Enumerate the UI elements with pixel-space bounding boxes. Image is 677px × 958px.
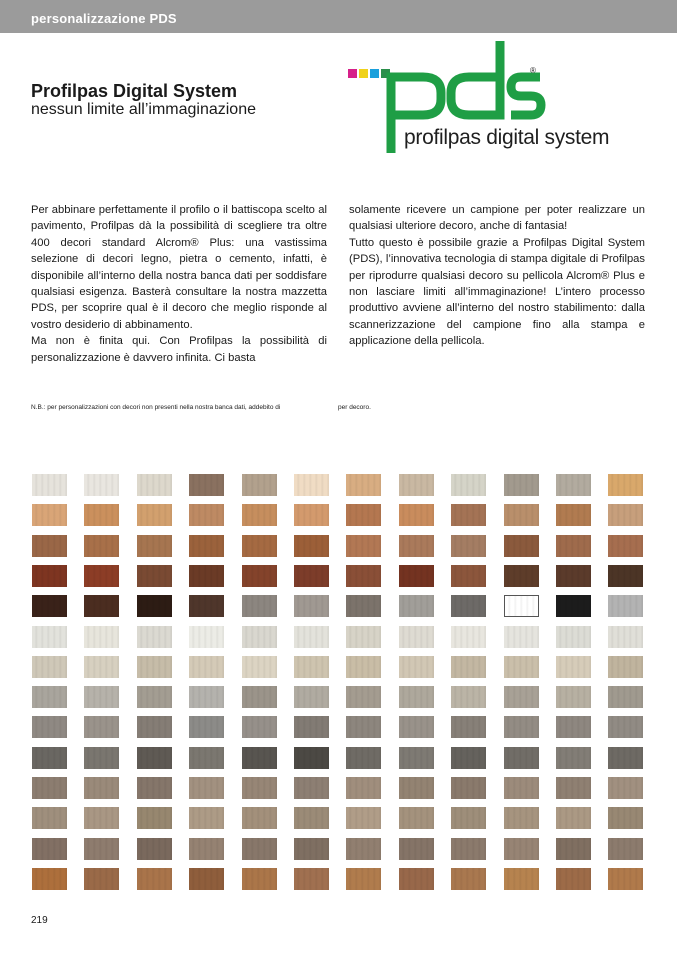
letter-d <box>451 41 500 115</box>
decor-swatch <box>504 626 539 648</box>
page-subtitle: nessun limite all’immaginazione <box>31 101 256 118</box>
logo-caption: profilpas digital system <box>404 126 610 149</box>
decor-swatch <box>451 595 486 617</box>
decor-swatch <box>294 504 329 526</box>
decor-swatch <box>399 565 434 587</box>
decor-swatch <box>294 686 329 708</box>
decor-swatch <box>608 747 643 769</box>
decor-swatch <box>294 535 329 557</box>
decor-swatch <box>242 807 277 829</box>
decor-swatch <box>451 716 486 738</box>
decor-swatch <box>451 656 486 678</box>
decor-swatch <box>608 716 643 738</box>
decor-swatch <box>556 747 591 769</box>
decor-swatch <box>32 535 67 557</box>
decor-swatch <box>137 868 172 890</box>
color-squares <box>348 69 390 78</box>
registered-mark: ® <box>530 66 536 75</box>
decor-swatch <box>399 535 434 557</box>
decor-swatch <box>32 595 67 617</box>
decor-swatch <box>242 686 277 708</box>
decor-swatch <box>556 626 591 648</box>
decor-swatch <box>504 777 539 799</box>
decor-swatch <box>608 535 643 557</box>
decor-swatch <box>346 535 381 557</box>
decor-swatch <box>189 595 224 617</box>
decor-swatch <box>346 838 381 860</box>
decor-swatch <box>451 535 486 557</box>
decor-swatch <box>504 656 539 678</box>
decor-swatch <box>608 777 643 799</box>
decor-swatch <box>504 474 539 496</box>
decor-swatch <box>451 838 486 860</box>
decor-swatch <box>451 807 486 829</box>
decor-swatch <box>84 838 119 860</box>
decor-swatch <box>137 716 172 738</box>
decor-swatch <box>504 838 539 860</box>
decor-swatch <box>451 777 486 799</box>
decor-swatch <box>84 868 119 890</box>
letter-s <box>511 77 541 115</box>
decor-swatch <box>32 565 67 587</box>
decor-swatch <box>346 626 381 648</box>
decor-swatch <box>242 838 277 860</box>
decor-swatch <box>504 868 539 890</box>
decor-swatch <box>84 474 119 496</box>
decor-swatch <box>346 656 381 678</box>
decor-swatch <box>451 504 486 526</box>
decor-swatch <box>294 474 329 496</box>
decor-swatch <box>84 504 119 526</box>
decor-swatch <box>399 747 434 769</box>
decor-swatch <box>189 838 224 860</box>
decor-swatch <box>504 807 539 829</box>
decor-swatch <box>137 807 172 829</box>
decor-swatch <box>84 535 119 557</box>
decor-swatch <box>346 716 381 738</box>
decor-swatch-grid <box>32 474 646 894</box>
decor-swatch <box>399 626 434 648</box>
decor-swatch <box>137 777 172 799</box>
decor-swatch <box>32 474 67 496</box>
decor-swatch <box>84 656 119 678</box>
color-square <box>348 69 357 78</box>
decor-swatch <box>346 777 381 799</box>
decor-swatch <box>556 868 591 890</box>
decor-swatch <box>294 565 329 587</box>
decor-swatch <box>451 565 486 587</box>
decor-swatch <box>608 807 643 829</box>
decor-swatch <box>504 747 539 769</box>
decor-swatch <box>399 656 434 678</box>
decor-swatch <box>399 777 434 799</box>
decor-swatch <box>556 565 591 587</box>
decor-swatch <box>84 686 119 708</box>
decor-swatch <box>137 474 172 496</box>
decor-swatch <box>399 504 434 526</box>
decor-swatch <box>556 595 591 617</box>
decor-swatch <box>556 656 591 678</box>
section-label: personalizzazione PDS <box>31 11 177 26</box>
decor-swatch <box>608 565 643 587</box>
decor-swatch <box>556 474 591 496</box>
decor-swatch <box>451 474 486 496</box>
decor-swatch <box>346 504 381 526</box>
decor-swatch <box>137 656 172 678</box>
decor-swatch <box>84 807 119 829</box>
decor-swatch <box>608 474 643 496</box>
decor-swatch <box>84 595 119 617</box>
color-square <box>370 69 379 78</box>
decor-swatch <box>451 747 486 769</box>
footnote: N.B.: per personalizzazioni con decori non presenti nella nostra banca dati, addebito di <box>31 404 281 411</box>
decor-swatch <box>137 535 172 557</box>
decor-swatch <box>294 838 329 860</box>
decor-swatch <box>399 595 434 617</box>
decor-swatch <box>346 474 381 496</box>
page-number: 219 <box>31 915 48 926</box>
body-column-right <box>349 202 645 350</box>
decor-swatch <box>399 807 434 829</box>
decor-swatch <box>137 504 172 526</box>
decor-swatch <box>504 686 539 708</box>
decor-swatch <box>608 595 643 617</box>
decor-swatch <box>189 868 224 890</box>
decor-swatch <box>556 686 591 708</box>
decor-swatch <box>504 716 539 738</box>
paragraph: Tutto questo è possibile grazie a Profilpas Digital System (PDS), l’innovativa tecnologia di stampa digitale di Profilpas per riprodurre qualsiasi decoro su pellicola Alcrom® Plus e non lasciare limiti all’immaginazione! L’intero processo produttivo avviene all’interno del nostro stabilimento: dalla scannerizzazione del campione fino alla stampa e applicazione della pellicola. <box>349 236 645 348</box>
decor-swatch <box>32 777 67 799</box>
decor-swatch <box>32 716 67 738</box>
decor-swatch <box>504 504 539 526</box>
decor-swatch <box>32 747 67 769</box>
decor-swatch <box>189 686 224 708</box>
decor-swatch <box>189 747 224 769</box>
decor-swatch <box>84 747 119 769</box>
decor-swatch <box>346 868 381 890</box>
decor-swatch <box>294 595 329 617</box>
decor-swatch <box>242 656 277 678</box>
decor-swatch <box>346 565 381 587</box>
decor-swatch <box>137 838 172 860</box>
decor-swatch <box>242 474 277 496</box>
decor-swatch <box>294 777 329 799</box>
decor-swatch <box>189 777 224 799</box>
decor-swatch <box>189 565 224 587</box>
decor-swatch <box>32 868 67 890</box>
decor-swatch <box>32 626 67 648</box>
decor-swatch <box>608 686 643 708</box>
decor-swatch <box>84 626 119 648</box>
decor-swatch <box>32 504 67 526</box>
decor-swatch <box>242 777 277 799</box>
decor-swatch <box>399 474 434 496</box>
decor-swatch <box>399 716 434 738</box>
decor-swatch <box>137 565 172 587</box>
decor-swatch <box>504 595 539 617</box>
decor-swatch <box>504 565 539 587</box>
decor-swatch <box>32 838 67 860</box>
paragraph: Ma non è finita qui. Con Profilpas la possibilità di personalizzazione è davvero infinita. Ci basta <box>31 335 327 364</box>
decor-swatch <box>242 565 277 587</box>
decor-swatch <box>189 504 224 526</box>
decor-swatch <box>189 656 224 678</box>
decor-swatch <box>84 565 119 587</box>
decor-swatch <box>32 807 67 829</box>
decor-swatch <box>608 838 643 860</box>
paragraph: solamente ricevere un campione per poter realizzare un qualsiasi ulteriore decoro, anche di fantasia! <box>349 204 645 233</box>
decor-swatch <box>137 686 172 708</box>
body-column-left <box>31 202 327 366</box>
decor-swatch <box>346 686 381 708</box>
decor-swatch <box>84 716 119 738</box>
decor-swatch <box>32 686 67 708</box>
decor-swatch <box>242 504 277 526</box>
decor-swatch <box>399 838 434 860</box>
decor-swatch <box>346 595 381 617</box>
decor-swatch <box>504 535 539 557</box>
decor-swatch <box>294 747 329 769</box>
decor-swatch <box>556 535 591 557</box>
decor-swatch <box>608 504 643 526</box>
decor-swatch <box>242 595 277 617</box>
footnote-end: per decoro. <box>338 404 371 411</box>
decor-swatch <box>399 686 434 708</box>
decor-swatch <box>451 686 486 708</box>
decor-swatch <box>294 868 329 890</box>
decor-swatch <box>294 716 329 738</box>
decor-swatch <box>556 716 591 738</box>
decor-swatch <box>451 626 486 648</box>
decor-swatch <box>451 868 486 890</box>
decor-swatch <box>137 595 172 617</box>
decor-swatch <box>137 747 172 769</box>
decor-swatch <box>346 807 381 829</box>
decor-swatch <box>608 656 643 678</box>
decor-swatch <box>189 807 224 829</box>
decor-swatch <box>189 716 224 738</box>
decor-swatch <box>294 656 329 678</box>
decor-swatch <box>399 868 434 890</box>
decor-swatch <box>556 838 591 860</box>
page-title: Profilpas Digital System <box>31 81 238 101</box>
decor-swatch <box>189 535 224 557</box>
decor-swatch <box>608 626 643 648</box>
decor-swatch <box>137 626 172 648</box>
decor-swatch <box>242 868 277 890</box>
decor-swatch <box>84 777 119 799</box>
decor-swatch <box>32 656 67 678</box>
decor-swatch <box>242 535 277 557</box>
decor-swatch <box>294 807 329 829</box>
paragraph: Per abbinare perfettamente il profilo o il battiscopa scelto al pavimento, Profilpas dà la possibilità di scegliere tra oltre 400 decori standard Alcrom® Plus: una vastissima selezione di decori legno, pietra o cemento, infatti, è disponibile all’interno della nostra banca dati per soddisfare qualsiasi esigenza. Basterà consultare la nostra mazzetta PDS, per scoprire qual è il decoro che meglio risponde al vostro desiderio di abbinamento. <box>31 204 327 331</box>
decor-swatch <box>556 807 591 829</box>
decor-swatch <box>346 747 381 769</box>
decor-swatch <box>608 868 643 890</box>
decor-swatch <box>294 626 329 648</box>
color-square <box>359 69 368 78</box>
decor-swatch <box>189 626 224 648</box>
decor-swatch <box>556 504 591 526</box>
decor-swatch <box>189 474 224 496</box>
decor-swatch <box>242 626 277 648</box>
decor-swatch <box>556 777 591 799</box>
decor-swatch <box>242 747 277 769</box>
decor-swatch <box>242 716 277 738</box>
